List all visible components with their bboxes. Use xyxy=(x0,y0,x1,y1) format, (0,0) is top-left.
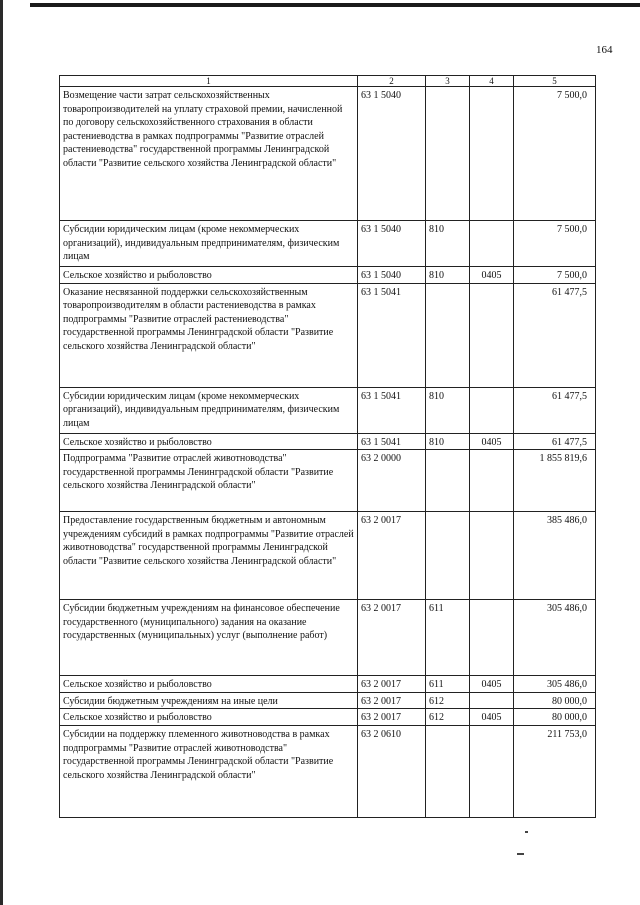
row-code: 63 2 0017 xyxy=(358,709,426,726)
row-code: 63 1 5040 xyxy=(358,267,426,284)
row-code: 63 1 5040 xyxy=(358,221,426,267)
table-row xyxy=(60,692,596,709)
row-name: Субсидии на поддержку племенного животноводства в рамках подпрограммы "Развитие отраслей животноводства" государственной программы Ленинградской области "Развитие сельского хозяйства Ленинградской области" xyxy=(60,725,358,817)
row-expense-type: 810 xyxy=(426,387,470,433)
row-expense-type xyxy=(426,283,470,387)
column-header-4: 4 xyxy=(470,76,514,87)
row-name: Оказание несвязанной поддержки сельскохозяйственным товаропроизводителям в области растениеводства в рамках подпрограммы "Развитие отраслей растениеводства" государственной программы Ленинградской области "Развитие сельского хозяйства Ленинградской области" xyxy=(60,283,358,387)
row-section: 0405 xyxy=(470,433,514,450)
row-expense-type: 612 xyxy=(426,692,470,709)
row-expense-type xyxy=(426,512,470,600)
row-name: Сельское хозяйство и рыболовство xyxy=(60,676,358,693)
row-name: Возмещение части затрат сельскохозяйственных товаропроизводителей на уплату страховой премии, начисленной по договору сельскохозяйственного страхования в области растениеводства в рамках подпрограммы "Развитие отраслей растениеводства" государственной программы Ленинградской области "Развитие сельского хозяйства Ленинградской области" xyxy=(60,87,358,221)
row-section: 0405 xyxy=(470,267,514,284)
table-row xyxy=(60,221,596,267)
page-number: 164 xyxy=(596,44,613,56)
row-amount: 305 486,0 xyxy=(514,600,596,676)
row-expense-type: 612 xyxy=(426,709,470,726)
table-row xyxy=(60,512,596,600)
row-expense-type: 810 xyxy=(426,433,470,450)
table-row xyxy=(60,600,596,676)
row-code: 63 2 0017 xyxy=(358,600,426,676)
row-section xyxy=(470,283,514,387)
table-row xyxy=(60,387,596,433)
scan-edge-top xyxy=(30,3,640,7)
row-name: Подпрограмма "Развитие отраслей животноводства" государственной программы Ленинградской области "Развитие сельского хозяйства Ленинградской области" xyxy=(60,450,358,512)
row-expense-type xyxy=(426,87,470,221)
row-amount: 61 477,5 xyxy=(514,433,596,450)
row-section xyxy=(470,725,514,817)
column-header-2: 2 xyxy=(358,76,426,87)
table-row xyxy=(60,87,596,221)
row-section xyxy=(470,87,514,221)
row-section: 0405 xyxy=(470,676,514,693)
row-amount: 80 000,0 xyxy=(514,692,596,709)
table-header-row xyxy=(60,76,596,87)
row-section xyxy=(470,692,514,709)
table-row xyxy=(60,676,596,693)
row-amount: 61 477,5 xyxy=(514,283,596,387)
column-header-1: 1 xyxy=(60,76,358,87)
table-row xyxy=(60,267,596,284)
row-amount: 385 486,0 xyxy=(514,512,596,600)
row-expense-type xyxy=(426,450,470,512)
row-name: Предоставление государственным бюджетным и автономным учреждениям субсидий в рамках подпрограммы "Развитие отраслей животноводства" государственной программы Ленинградской области "Развитие сельского хозяйства Ленинградской области" xyxy=(60,512,358,600)
table-row xyxy=(60,433,596,450)
column-header-5: 5 xyxy=(514,76,596,87)
row-amount: 1 855 819,6 xyxy=(514,450,596,512)
row-amount: 305 486,0 xyxy=(514,676,596,693)
row-name: Субсидии бюджетным учреждениям на финансовое обеспечение государственного (муниципального) задания на оказание государственных (муниципальных) услуг (выполнение работ) xyxy=(60,600,358,676)
row-section xyxy=(470,387,514,433)
row-code: 63 2 0000 xyxy=(358,450,426,512)
budget-table xyxy=(59,75,596,818)
row-expense-type: 810 xyxy=(426,221,470,267)
row-code: 63 1 5041 xyxy=(358,283,426,387)
column-header-3: 3 xyxy=(426,76,470,87)
row-code: 63 1 5040 xyxy=(358,87,426,221)
row-amount: 7 500,0 xyxy=(514,267,596,284)
row-amount: 80 000,0 xyxy=(514,709,596,726)
row-amount: 7 500,0 xyxy=(514,87,596,221)
row-name: Сельское хозяйство и рыболовство xyxy=(60,709,358,726)
row-name: Субсидии бюджетным учреждениям на иные цели xyxy=(60,692,358,709)
row-expense-type xyxy=(426,725,470,817)
row-section xyxy=(470,221,514,267)
row-code: 63 2 0017 xyxy=(358,692,426,709)
row-name: Субсидии юридическим лицам (кроме некоммерческих организаций), индивидуальным предпринимателям, физическим лицам xyxy=(60,387,358,433)
row-name: Сельское хозяйство и рыболовство xyxy=(60,433,358,450)
scan-edge-left xyxy=(0,0,3,905)
row-code: 63 1 5041 xyxy=(358,387,426,433)
row-code: 63 1 5041 xyxy=(358,433,426,450)
row-amount: 61 477,5 xyxy=(514,387,596,433)
table-row xyxy=(60,725,596,817)
row-expense-type: 611 xyxy=(426,676,470,693)
row-section: 0405 xyxy=(470,709,514,726)
row-name: Сельское хозяйство и рыболовство xyxy=(60,267,358,284)
row-expense-type: 611 xyxy=(426,600,470,676)
row-section xyxy=(470,600,514,676)
row-expense-type: 810 xyxy=(426,267,470,284)
table-row xyxy=(60,283,596,387)
row-amount: 211 753,0 xyxy=(514,725,596,817)
scan-speck xyxy=(517,853,524,855)
row-code: 63 2 0610 xyxy=(358,725,426,817)
table-row xyxy=(60,450,596,512)
row-code: 63 2 0017 xyxy=(358,676,426,693)
scan-speck xyxy=(525,831,528,833)
table-row xyxy=(60,709,596,726)
row-code: 63 2 0017 xyxy=(358,512,426,600)
row-amount: 7 500,0 xyxy=(514,221,596,267)
row-section xyxy=(470,450,514,512)
row-section xyxy=(470,512,514,600)
row-name: Субсидии юридическим лицам (кроме некоммерческих организаций), индивидуальным предпринимателям, физическим лицам xyxy=(60,221,358,267)
